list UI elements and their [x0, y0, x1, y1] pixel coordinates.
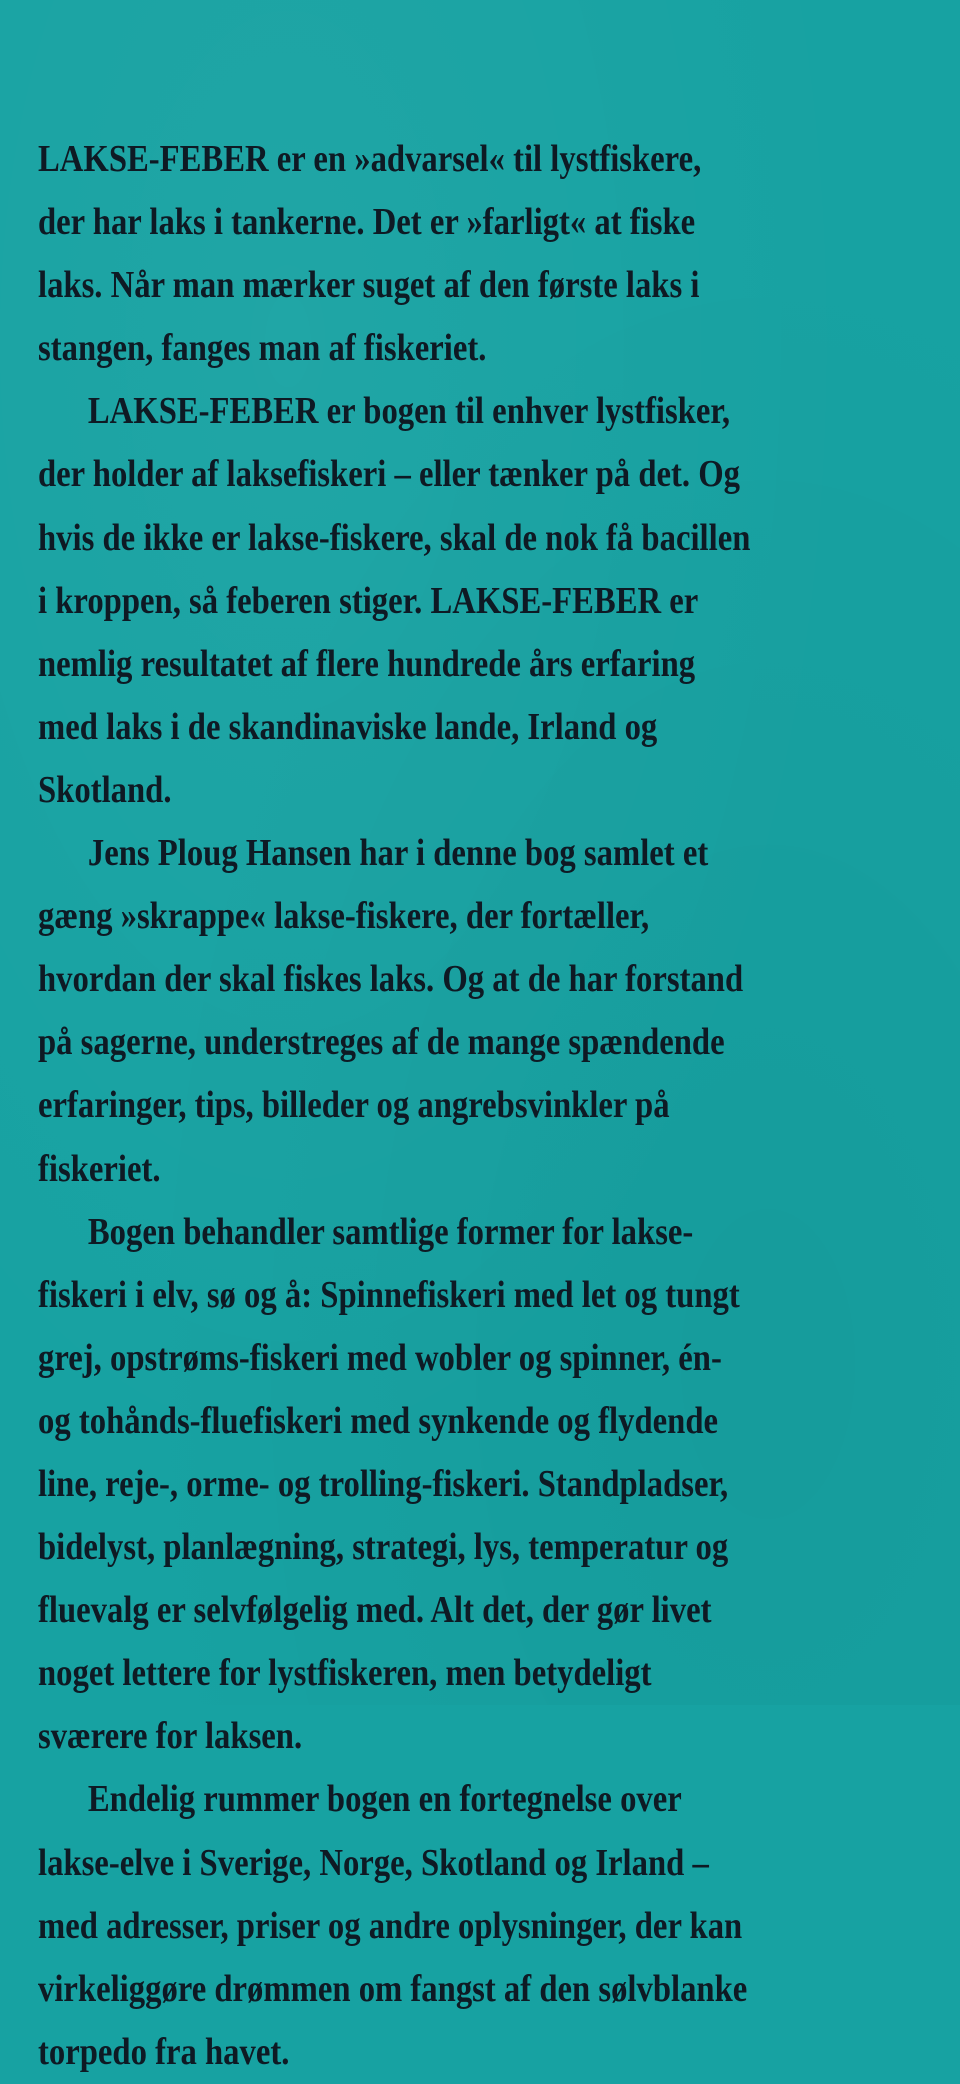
- blurb-line: med laks i de skandinaviske lande, Irland og: [38, 705, 658, 748]
- blurb-line: Bogen behandler samtlige former for lakse-: [87, 1210, 694, 1253]
- blurb-line: laks. Når man mærker suget af den første laks i: [38, 264, 700, 307]
- blurb-line: sværere for laksen.: [38, 1715, 303, 1758]
- blurb-line: hvordan der skal fiskes laks. Og at de har forstand: [38, 958, 744, 1001]
- blurb-line: lakse-elve i Sverige, Norge, Skotland og Irland –: [38, 1841, 709, 1884]
- blurb-line: stangen, fanges man af fiskeriet.: [38, 327, 487, 370]
- blurb-line: Endelig rummer bogen en fortegnelse over: [87, 1778, 682, 1821]
- blurb-line: erfaringer, tips, billeder og angrebsvinkler på: [38, 1084, 670, 1127]
- blurb-line: noget lettere for lystfiskeren, men betydeligt: [38, 1652, 652, 1695]
- blurb-line: hvis de ikke er lakse-fiskere, skal de nok få bacillen: [38, 516, 751, 559]
- blurb-line: nemlig resultatet af flere hundrede års erfaring: [38, 642, 696, 685]
- blurb-line: virkeliggøre drømmen om fangst af den sølvblanke: [38, 1967, 748, 2010]
- blurb-line: grej, opstrøms-fiskeri med wobler og spinner, én-: [38, 1336, 722, 1379]
- blurb-line: på sagerne, understreges af de mange spændende: [38, 1021, 725, 1064]
- blurb-line: bidelyst, planlægning, strategi, lys, temperatur og: [38, 1526, 729, 1569]
- blurb-line: line, reje-, orme- og trolling-fiskeri. Standpladser,: [38, 1462, 729, 1505]
- blurb-line: i kroppen, så feberen stiger. LAKSE-FEBER er: [38, 579, 699, 622]
- blurb-line: fiskeri i elv, sø og å: Spinnefiskeri med let og tungt: [38, 1273, 740, 1316]
- blurb-line: Skotland.: [38, 768, 172, 811]
- blurb-text: [38, 128, 938, 2084]
- blurb-line: der holder af laksefiskeri – eller tænker på det. Og: [38, 453, 740, 496]
- blurb-line: gæng »skrappe« lakse-fiskere, der fortæller,: [38, 895, 650, 938]
- blurb-line: med adresser, priser og andre oplysninger, der kan: [38, 1904, 743, 1947]
- blurb-line: Jens Ploug Hansen har i denne bog samlet et: [87, 832, 709, 875]
- blurb-line: torpedo fra havet.: [38, 2030, 290, 2073]
- blurb-line: LAKSE-FEBER er en »advarsel« til lystfiskere,: [38, 138, 702, 180]
- blurb-line: og tohånds-fluefiskeri med synkende og flydende: [38, 1399, 719, 1442]
- blurb-line: der har laks i tankerne. Det er »farligt« at fiske: [38, 201, 696, 244]
- blurb-line: fluevalg er selvfølgelig med. Alt det, der gør livet: [38, 1589, 712, 1632]
- blurb-line: fiskeriet.: [38, 1147, 161, 1190]
- blurb-line: LAKSE-FEBER er bogen til enhver lystfisker,: [87, 390, 731, 433]
